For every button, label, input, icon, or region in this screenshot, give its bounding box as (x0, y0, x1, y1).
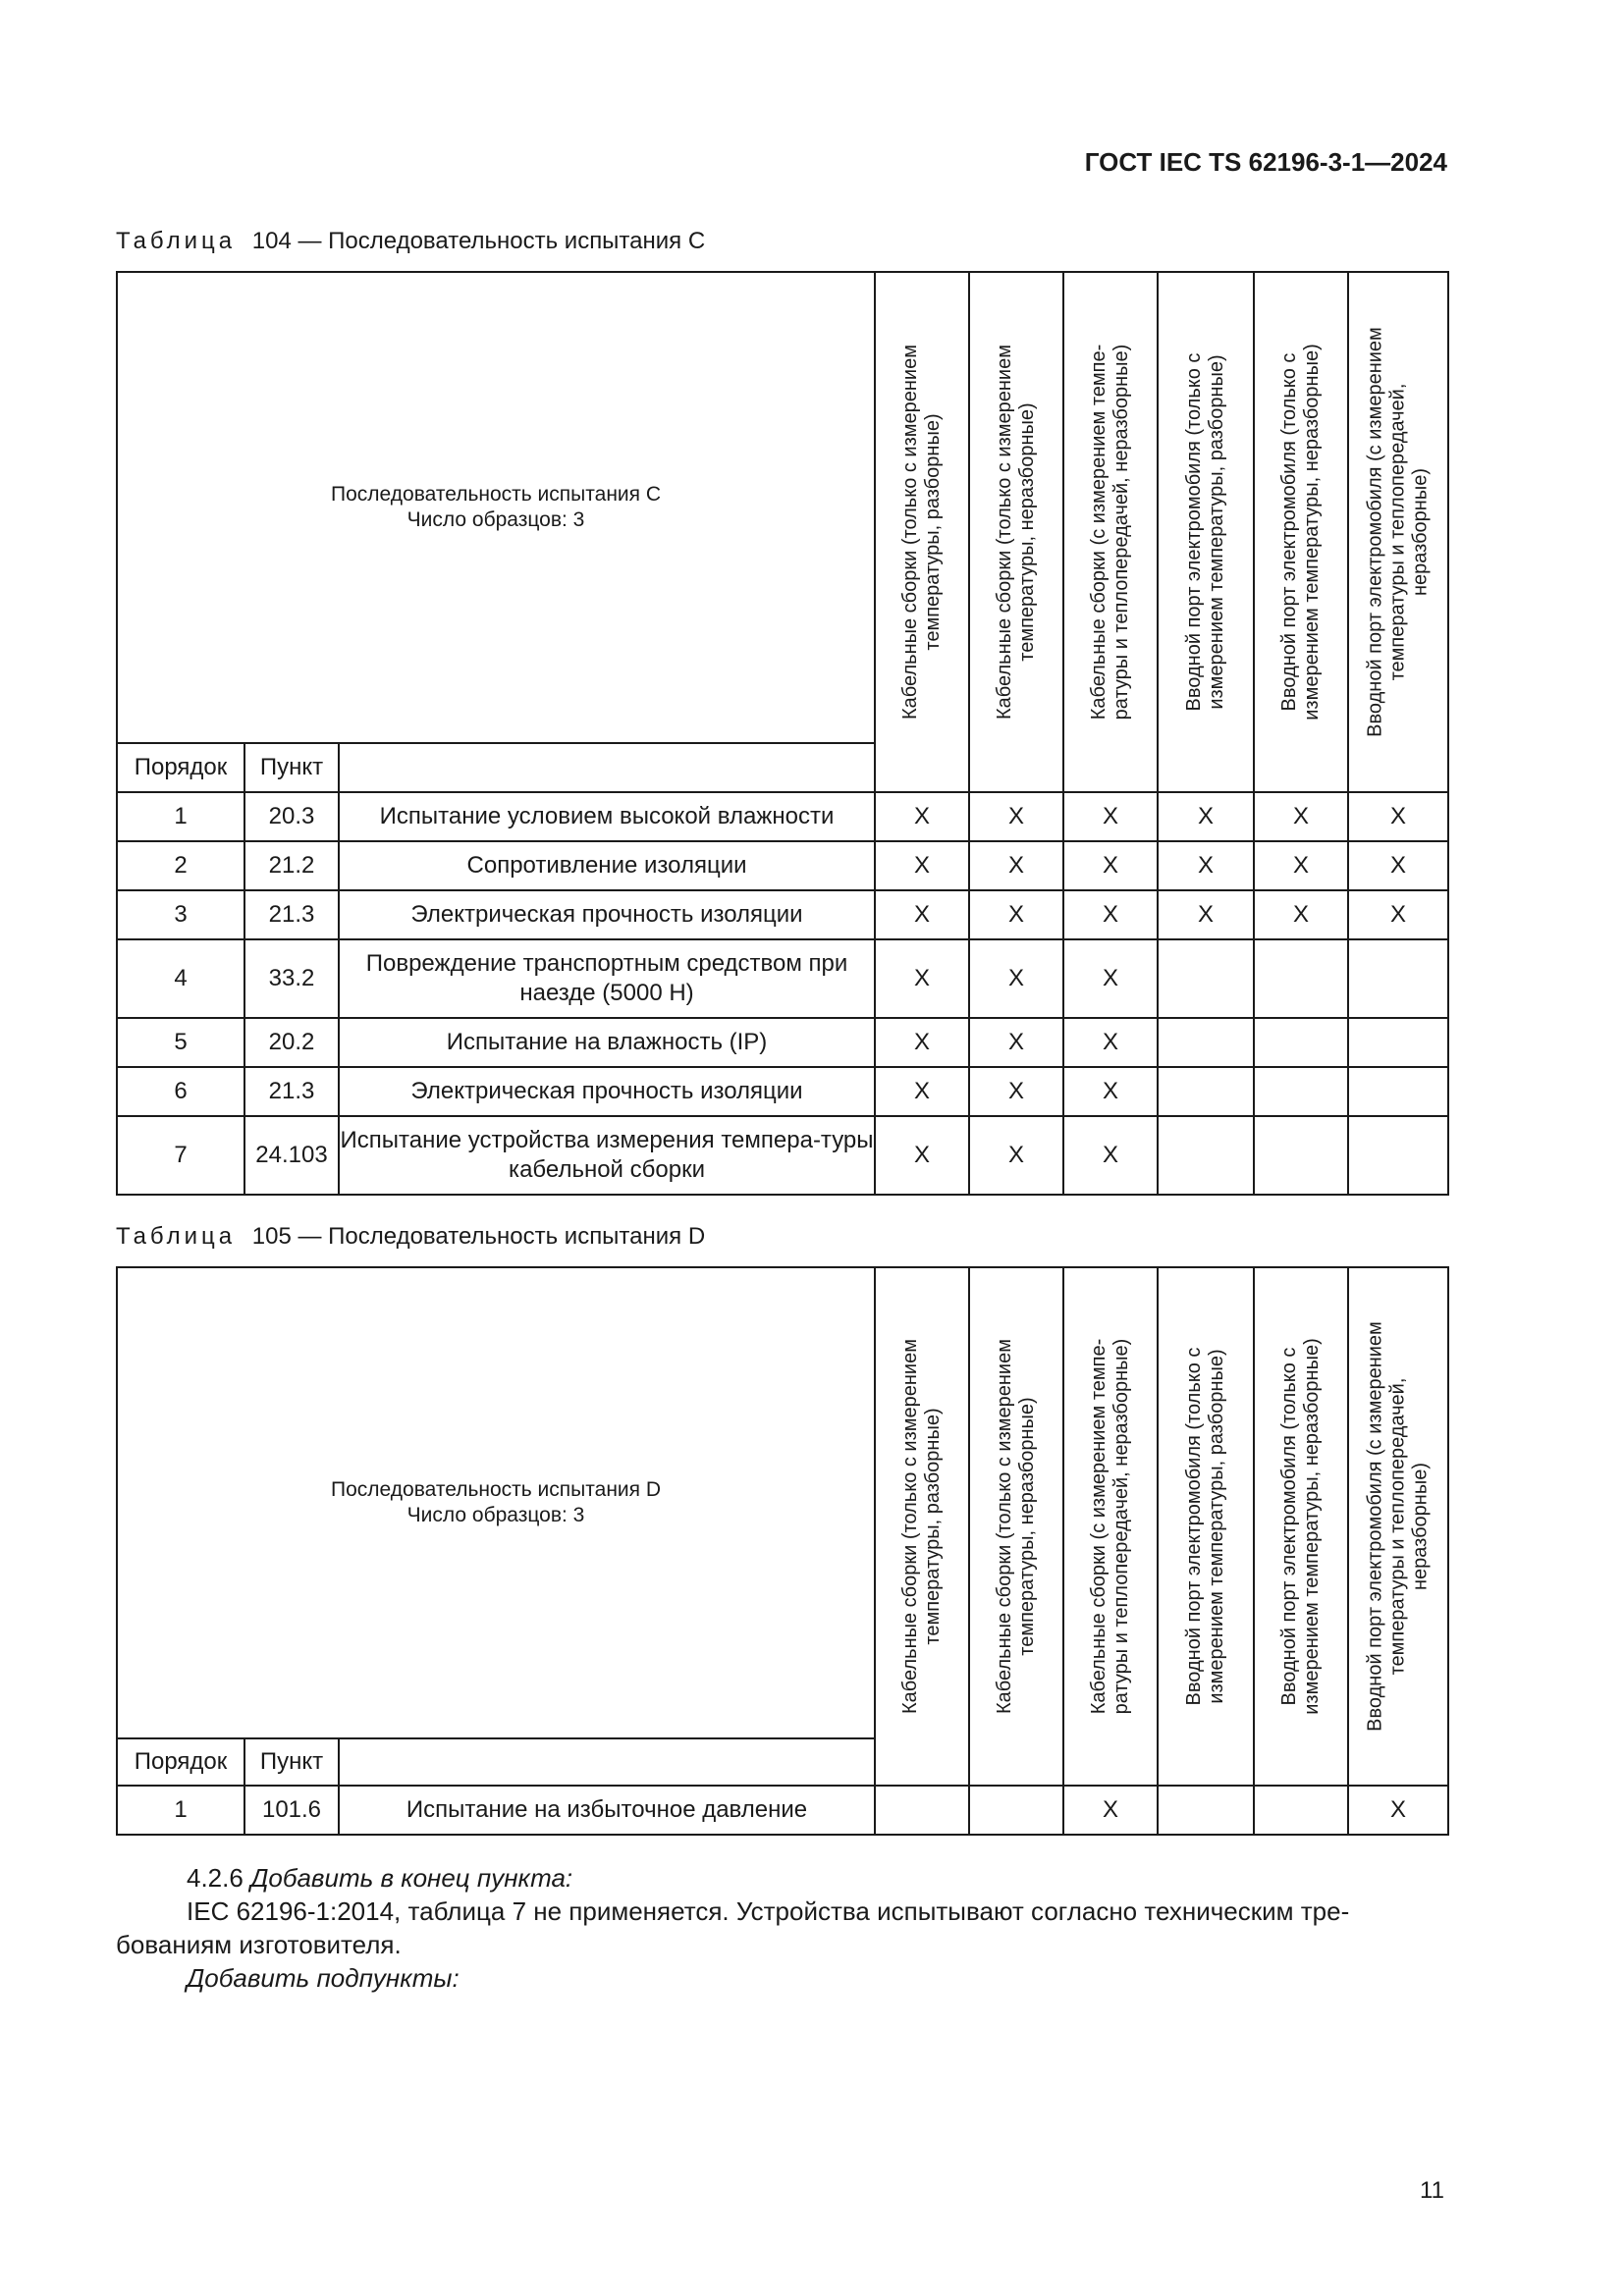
applicability-mark-cell (1158, 1786, 1254, 1835)
table-104-sample-count: Число образцов: 3 (406, 508, 585, 531)
applicability-mark-cell (1254, 1067, 1348, 1116)
table-104-desc-header (339, 743, 875, 792)
applicability-mark-cell: X (875, 1067, 969, 1116)
order-cell: 1 (117, 1786, 244, 1835)
table-105-header-row (117, 1267, 1448, 1738)
applicability-mark-cell: X (1348, 792, 1448, 841)
applicability-mark-cell (1254, 1018, 1348, 1067)
applicability-mark-cell: X (1348, 841, 1448, 890)
table-row (117, 890, 1448, 939)
table-104-caption-text: 104 — Последовательность испытания С (251, 228, 706, 254)
applicability-mark-cell: X (1158, 792, 1254, 841)
description-cell: Сопротивление изоляции (339, 841, 875, 890)
applicability-mark-cell: X (1158, 841, 1254, 890)
applicability-mark-cell: X (1063, 1067, 1158, 1116)
applicability-mark-cell: X (875, 890, 969, 939)
applicability-mark-cell: X (875, 841, 969, 890)
description-cell: Электрическая прочность изоляции (339, 890, 875, 939)
applicability-mark-cell (1254, 1786, 1348, 1835)
table-row (117, 792, 1448, 841)
order-cell: 2 (117, 841, 244, 890)
description-cell: Повреждение транспортным средством при наезде (5000 Н) (339, 939, 875, 1018)
table104-column-header-wrap (1064, 296, 1157, 768)
clause-number: 4.2.6 (187, 1863, 244, 1893)
applicability-mark-cell: X (1254, 841, 1348, 890)
clause-paragraph: IEC 62196-1:2014, таблица 7 не применяется. Устройства испытывают согласно техническим тре-бованиям изготовителя. (116, 1896, 1350, 1959)
table105-column-header (1063, 1267, 1158, 1786)
table-105-title: Последовательность испытания D (331, 1478, 662, 1501)
table-104-body (117, 272, 1448, 1195)
applicability-mark-cell: X (1063, 1116, 1158, 1195)
table-104-clause-header: Пункт (244, 743, 339, 792)
applicability-mark-cell: X (969, 792, 1063, 841)
applicability-mark-cell (1348, 1067, 1448, 1116)
applicability-mark-cell: X (875, 792, 969, 841)
table104-column-header-wrap (1255, 296, 1347, 768)
table104-column-header-wrap (970, 296, 1062, 768)
clause-cell: 21.2 (244, 841, 339, 890)
applicability-mark-cell (1348, 1116, 1448, 1195)
applicability-mark-cell: X (1063, 841, 1158, 890)
table104-column-header-text: Вводной порт электромобиля (только с измерением температуры, неразборные) (1278, 344, 1324, 721)
order-cell: 4 (117, 939, 244, 1018)
description-cell: Испытание условием высокой влажности (339, 792, 875, 841)
table-104-caption (116, 228, 705, 255)
table-105-body (117, 1267, 1448, 1835)
table104-column-header-text: Кабельные сборки (только с измерением температуры, неразборные) (994, 345, 1039, 720)
table105-column-header-text: Кабельные сборки (только с измерением температуры, разборные) (899, 1339, 945, 1714)
order-cell: 5 (117, 1018, 244, 1067)
page-number: 11 (1420, 2177, 1444, 2204)
clause-cell: 21.3 (244, 890, 339, 939)
applicability-mark-cell (1158, 1116, 1254, 1195)
table-row (117, 1786, 1448, 1835)
applicability-mark-cell (1158, 939, 1254, 1018)
clause-4-2-6-heading (187, 1861, 572, 1895)
table104-column-header (969, 272, 1063, 792)
clause-cell: 20.2 (244, 1018, 339, 1067)
description-cell: Испытание устройства измерения темпера-туры кабельной сборки (339, 1116, 875, 1195)
applicability-mark-cell: X (875, 1116, 969, 1195)
applicability-mark-cell: X (1063, 1786, 1158, 1835)
clause-instruction: Добавить в конец пункта: (250, 1863, 573, 1893)
applicability-mark-cell (875, 1786, 969, 1835)
applicability-mark-cell (1348, 939, 1448, 1018)
document-code: ГОСТ IEC TS 62196-3-1—2024 (1084, 147, 1447, 177)
table-row (117, 1067, 1448, 1116)
table104-column-header-wrap (876, 296, 968, 768)
subclause-instruction: Добавить подпункты: (187, 1963, 460, 1993)
table-row (117, 841, 1448, 890)
table-105-desc-header (339, 1738, 875, 1786)
table-104-header-row (117, 272, 1448, 743)
table-105-caption-label: Таблица (116, 1223, 237, 1250)
applicability-mark-cell: X (1158, 890, 1254, 939)
table104-column-header (1254, 272, 1348, 792)
table105-column-header-text: Вводной порт электромобиля (только с измерением температуры, разборные) (1183, 1347, 1228, 1706)
applicability-mark-cell (1158, 1067, 1254, 1116)
table105-column-header-text: Вводной порт электромобиля (с измерением температуры и теплопередачей, неразборные) (1364, 1321, 1432, 1732)
table104-column-header-text: Вводной порт электромобиля (только с измерением температуры, разборные) (1183, 352, 1228, 712)
table-105-caption-text: 105 — Последовательность испытания D (251, 1223, 706, 1250)
table104-column-header-text: Вводной порт электромобиля (с измерением температуры и теплопередачей, неразборные) (1364, 327, 1432, 737)
table105-column-header (1348, 1267, 1448, 1786)
table-row (117, 939, 1448, 1018)
applicability-mark-cell: X (969, 1067, 1063, 1116)
table-104-title: Последовательность испытания С (331, 483, 662, 506)
table105-column-header (875, 1267, 969, 1786)
table104-column-header-text: Кабельные сборки (с измерением темпе-ратуры и теплопередачей, неразборные) (1088, 344, 1133, 721)
applicability-mark-cell: X (1063, 1018, 1158, 1067)
table-105-caption (116, 1223, 705, 1251)
table105-column-header-wrap (876, 1291, 968, 1762)
table-105-order-header: Порядок (117, 1738, 244, 1786)
table105-column-header-wrap (1159, 1291, 1253, 1762)
applicability-mark-cell: X (1063, 890, 1158, 939)
table-105-title-cell (117, 1267, 875, 1738)
clause-cell: 20.3 (244, 792, 339, 841)
table105-column-header (1158, 1267, 1254, 1786)
order-cell: 1 (117, 792, 244, 841)
clause-cell: 21.3 (244, 1067, 339, 1116)
applicability-mark-cell (969, 1786, 1063, 1835)
table-104-title-cell (117, 272, 875, 743)
applicability-mark-cell: X (969, 939, 1063, 1018)
applicability-mark-cell: X (875, 1018, 969, 1067)
applicability-mark-cell: X (1254, 792, 1348, 841)
table105-column-header-text: Вводной порт электромобиля (только с измерением температуры, неразборные) (1278, 1338, 1324, 1715)
order-cell: 3 (117, 890, 244, 939)
applicability-mark-cell: X (969, 1018, 1063, 1067)
table104-column-header-text: Кабельные сборки (только с измерением температуры, разборные) (899, 345, 945, 720)
table-row (117, 1018, 1448, 1067)
clause-cell: 24.103 (244, 1116, 339, 1195)
table105-column-header-text: Кабельные сборки (с измерением темпе-ратуры и теплопередачей, неразборные) (1088, 1338, 1133, 1715)
table-104-caption-label: Таблица (116, 228, 237, 254)
table-105-sample-count: Число образцов: 3 (406, 1504, 585, 1526)
table-row (117, 1116, 1448, 1195)
applicability-mark-cell: X (969, 1116, 1063, 1195)
order-cell: 7 (117, 1116, 244, 1195)
applicability-mark-cell: X (1254, 890, 1348, 939)
table105-column-header-wrap (1255, 1291, 1347, 1762)
applicability-mark-cell (1254, 939, 1348, 1018)
clause-cell: 101.6 (244, 1786, 339, 1835)
description-cell: Электрическая прочность изоляции (339, 1067, 875, 1116)
table104-column-header-wrap (1349, 296, 1447, 768)
applicability-mark-cell (1348, 1018, 1448, 1067)
applicability-mark-cell (1158, 1018, 1254, 1067)
table-105-clause-header: Пункт (244, 1738, 339, 1786)
table-104 (116, 271, 1449, 1196)
applicability-mark-cell: X (1348, 890, 1448, 939)
applicability-mark-cell: X (1063, 939, 1158, 1018)
table-104-order-header: Порядок (117, 743, 244, 792)
table105-column-header-wrap (1349, 1291, 1447, 1762)
table-105 (116, 1266, 1449, 1836)
applicability-mark-cell: X (1063, 792, 1158, 841)
table104-column-header (1158, 272, 1254, 792)
table104-column-header (875, 272, 969, 792)
table105-column-header-text: Кабельные сборки (только с измерением температуры, неразборные) (994, 1339, 1039, 1714)
applicability-mark-cell: X (1348, 1786, 1448, 1835)
applicability-mark-cell: X (969, 841, 1063, 890)
table104-column-header (1063, 272, 1158, 792)
order-cell: 6 (117, 1067, 244, 1116)
table105-column-header-wrap (970, 1291, 1062, 1762)
applicability-mark-cell: X (875, 939, 969, 1018)
description-cell: Испытание на избыточное давление (339, 1786, 875, 1835)
table105-column-header-wrap (1064, 1291, 1157, 1762)
applicability-mark-cell: X (969, 890, 1063, 939)
table104-column-header (1348, 272, 1448, 792)
table104-column-header-wrap (1159, 296, 1253, 768)
table105-column-header (1254, 1267, 1348, 1786)
description-cell: Испытание на влажность (IP) (339, 1018, 875, 1067)
table105-column-header (969, 1267, 1063, 1786)
applicability-mark-cell (1254, 1116, 1348, 1195)
clause-cell: 33.2 (244, 939, 339, 1018)
